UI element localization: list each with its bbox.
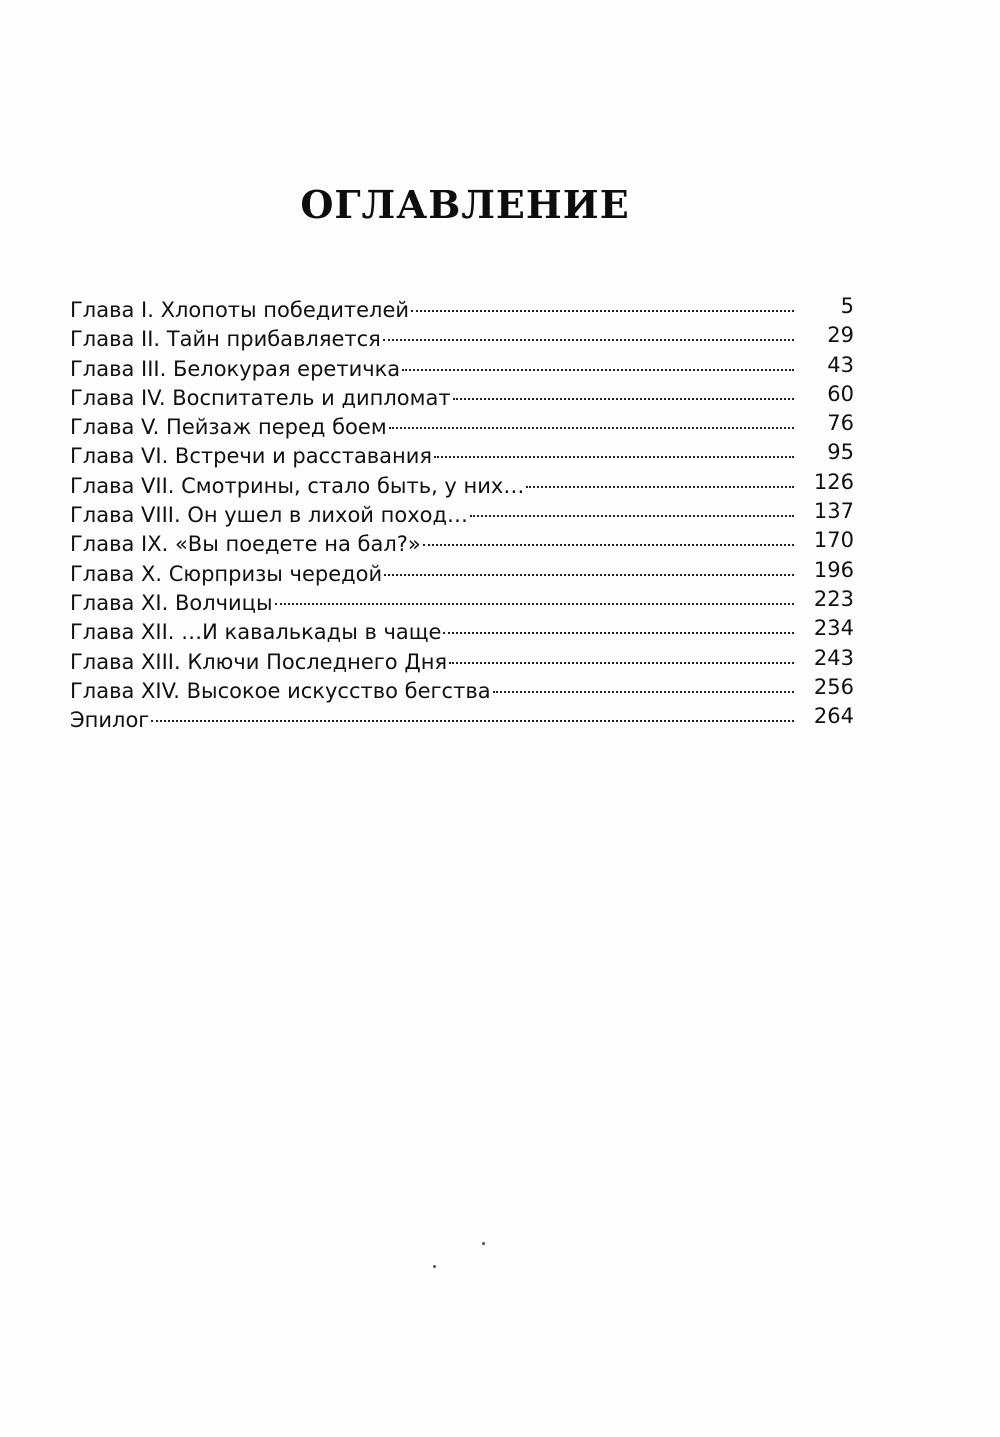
toc-entry-title: Глава XI. Волчицы: [70, 590, 273, 615]
toc-entry: [70, 501, 854, 530]
page-title: ОГЛАВЛЕНИЕ: [300, 182, 630, 227]
toc-entry-title: Глава X. Сюрпризы чередой: [70, 561, 383, 586]
toc-entry: [70, 469, 854, 501]
toc-entry-title: Глава III. Белокурая еретичка: [70, 356, 401, 381]
toc-entry: [70, 413, 854, 442]
toc-entry: [70, 296, 854, 325]
toc-entry-page: 196: [813, 557, 854, 582]
dot-leader: [402, 369, 794, 371]
toc-entry-title: Глава XIII. Ключи Последнего Дня: [70, 649, 448, 674]
toc-entry-title: Глава VI. Встречи и расставания: [70, 444, 433, 469]
dot-leader: [423, 544, 794, 546]
toc-entry-title: Глава IV. Воспитатель и дипломат: [70, 385, 451, 410]
toc-entry-title: Глава VIII. Он ушел в лихой поход…: [70, 503, 469, 528]
toc-entry-page: 76: [827, 411, 854, 436]
toc-entry-page: 264: [813, 704, 854, 729]
dot-leader: [453, 398, 794, 400]
toc-entry-page: 234: [813, 616, 854, 641]
toc-entry: [70, 618, 854, 647]
toc-entry: [70, 586, 854, 618]
dot-leader: [493, 691, 794, 693]
scan-speck: [482, 1242, 485, 1245]
toc-entry-page: 5: [840, 294, 854, 318]
dot-leader: [384, 574, 794, 576]
toc-entry: [70, 381, 854, 413]
dot-leader: [443, 632, 794, 634]
dot-leader: [411, 310, 794, 312]
toc-entry-page: 29: [827, 323, 854, 348]
toc-entry-page: 223: [813, 586, 854, 611]
table-of-contents: [70, 296, 854, 735]
toc-entry-title: Глава II. Тайн прибавляется: [70, 327, 381, 352]
toc-entry-page: 256: [813, 674, 854, 699]
scan-speck: [433, 1265, 436, 1268]
toc-entry: [70, 645, 854, 677]
toc-entry: [70, 530, 854, 559]
dot-leader: [389, 427, 794, 429]
dot-leader: [275, 603, 794, 605]
toc-entry-page: 170: [813, 528, 854, 553]
toc-entry-title: Глава VII. Смотрины, стало быть, у них…: [70, 473, 525, 498]
toc-entry-title: Глава XII. …И кавалькады в чаще: [70, 620, 442, 645]
toc-entry: [70, 325, 854, 354]
toc-entry-title: Глава IX. «Вы поедете на бал?»: [70, 532, 421, 557]
dot-leader: [526, 486, 794, 488]
toc-entry-page: 43: [827, 352, 854, 377]
toc-entry: [70, 442, 854, 471]
toc-entry-title: Глава I. Хлопоты победителей: [70, 298, 410, 322]
toc-entry: [70, 557, 854, 589]
toc-entry-page: 243: [813, 645, 854, 670]
dot-leader: [151, 720, 794, 722]
toc-entry-title: Глава V. Пейзаж перед боем: [70, 415, 387, 440]
toc-entry-title: Глава XIV. Высокое искусство бегства: [70, 678, 491, 703]
toc-entry-page: 126: [813, 469, 854, 494]
toc-entry-page: 137: [813, 499, 854, 524]
dot-leader: [449, 662, 794, 664]
toc-entry: [70, 674, 854, 706]
toc-entry: [70, 352, 854, 384]
toc-entry-page: 95: [827, 440, 854, 465]
dot-leader: [383, 339, 794, 341]
toc-entry-page: 60: [827, 381, 854, 406]
dot-leader: [470, 515, 794, 517]
dot-leader: [434, 456, 794, 458]
toc-entry-title: Эпилог: [70, 708, 150, 733]
toc-entry: [70, 706, 854, 735]
